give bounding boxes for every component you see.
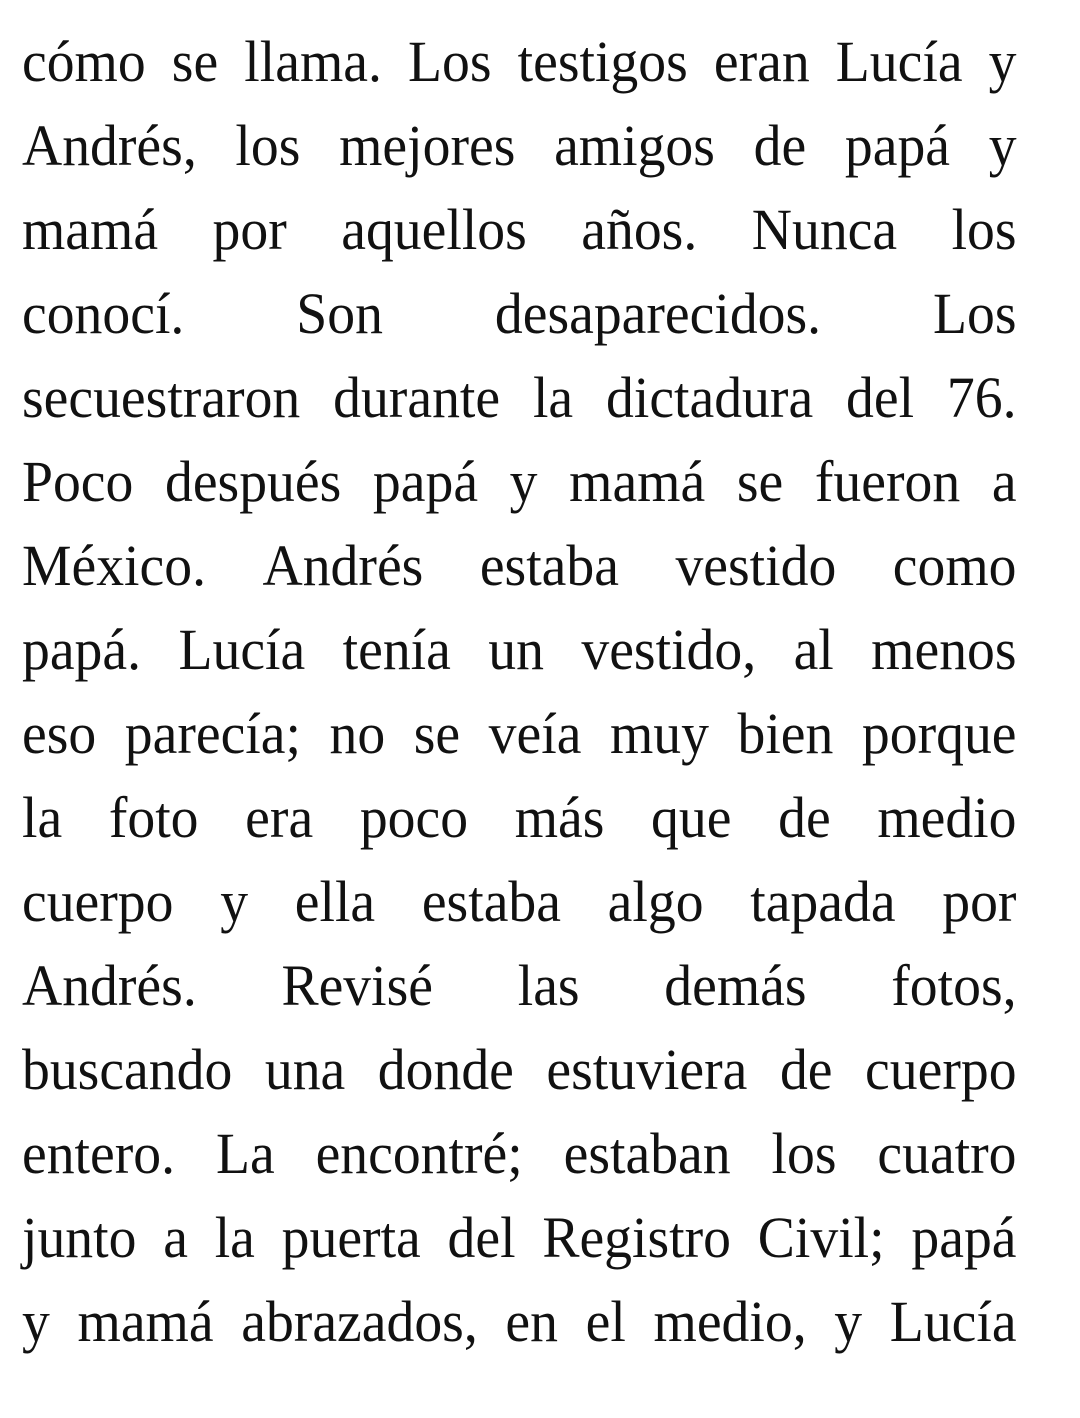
word: como xyxy=(892,533,1017,598)
word: tapada xyxy=(750,869,896,934)
word: Registro xyxy=(542,1205,732,1270)
word: algo xyxy=(607,869,704,934)
text-line xyxy=(22,608,1017,692)
word: papá xyxy=(911,1205,1017,1270)
word: mamá xyxy=(22,197,159,262)
word: años. xyxy=(581,197,698,262)
word: y xyxy=(22,1289,50,1354)
word: Nunca xyxy=(751,197,898,262)
word: demás xyxy=(664,953,807,1018)
word: Andrés xyxy=(262,533,424,598)
word: estaban xyxy=(563,1121,731,1186)
word: se xyxy=(736,449,784,514)
word: a xyxy=(163,1205,188,1270)
word: Son xyxy=(296,281,383,346)
word: dictadura xyxy=(606,365,814,430)
word: vestido, xyxy=(581,617,757,682)
word: secuestraron xyxy=(22,365,301,430)
word: los xyxy=(771,1121,837,1186)
word: que xyxy=(651,785,732,850)
word: los xyxy=(951,197,1017,262)
text-line xyxy=(22,188,1017,272)
word: Civil; xyxy=(757,1205,885,1270)
word: puerta xyxy=(281,1205,421,1270)
word: era xyxy=(245,785,314,850)
word: Andrés. xyxy=(22,953,197,1018)
word: poco xyxy=(359,785,469,850)
text-line xyxy=(22,20,1017,104)
word: 76. xyxy=(946,365,1017,430)
text-line xyxy=(22,692,1017,776)
word: porque xyxy=(861,701,1017,766)
word: del xyxy=(447,1205,516,1270)
word: cuatro xyxy=(877,1121,1017,1186)
word: encontré; xyxy=(315,1121,523,1186)
text-line xyxy=(22,776,1017,860)
word: testigos xyxy=(517,29,688,94)
word: por xyxy=(212,197,287,262)
word: Lucía xyxy=(835,29,963,94)
word: y xyxy=(988,29,1017,94)
text-line xyxy=(22,860,1017,944)
text-line xyxy=(22,1028,1017,1112)
word: una xyxy=(264,1037,346,1102)
word: estaba xyxy=(421,869,561,934)
word: por xyxy=(942,869,1017,934)
word: cuerpo xyxy=(22,869,174,934)
word: La xyxy=(215,1121,275,1186)
word: mamá xyxy=(569,449,706,514)
word: las xyxy=(517,953,580,1018)
word: junto xyxy=(22,1205,137,1270)
word: aquellos xyxy=(341,197,527,262)
text-line xyxy=(22,356,1017,440)
word: a xyxy=(991,449,1017,514)
word: abrazados, xyxy=(241,1289,478,1354)
text-line xyxy=(22,104,1017,188)
word: de xyxy=(778,785,831,850)
text-line xyxy=(22,524,1017,608)
word: la xyxy=(22,785,63,850)
word: de xyxy=(779,1037,833,1102)
document-page xyxy=(22,0,1058,1418)
word: eran xyxy=(713,29,810,94)
word: eso xyxy=(22,701,97,766)
word: en xyxy=(505,1289,558,1354)
word: amigos xyxy=(554,113,715,178)
word: veía xyxy=(488,701,582,766)
word: menos xyxy=(871,617,1017,682)
word: la xyxy=(532,365,574,430)
text-line xyxy=(22,944,1017,1028)
word: bien xyxy=(737,701,834,766)
word: después xyxy=(164,449,342,514)
word: Lucía xyxy=(178,617,306,682)
text-line xyxy=(22,1280,1017,1364)
word: donde xyxy=(377,1037,514,1102)
text-line xyxy=(22,440,1017,524)
word: medio, xyxy=(653,1289,807,1354)
word: papá. xyxy=(22,617,142,682)
word: y xyxy=(988,113,1017,178)
word: del xyxy=(846,365,915,430)
word: muy xyxy=(609,701,709,766)
word: foto xyxy=(108,785,199,850)
word: al xyxy=(793,617,834,682)
word: fotos, xyxy=(891,953,1017,1018)
word: estuviera xyxy=(546,1037,748,1102)
text-line xyxy=(22,1112,1017,1196)
word: llama. xyxy=(244,29,382,94)
word: durante xyxy=(333,365,501,430)
word: conocí. xyxy=(22,281,185,346)
word: medio xyxy=(877,785,1017,850)
word: y xyxy=(220,869,249,934)
word: se xyxy=(413,701,461,766)
text-line xyxy=(22,1196,1017,1280)
word: desaparecidos. xyxy=(494,281,822,346)
word: ella xyxy=(294,869,376,934)
word: cuerpo xyxy=(865,1037,1017,1102)
word: papá xyxy=(372,449,479,514)
word: Los xyxy=(933,281,1017,346)
word: un xyxy=(488,617,544,682)
word: parecía; xyxy=(124,701,301,766)
word: Lucía xyxy=(889,1289,1017,1354)
word: la xyxy=(214,1205,255,1270)
word: fueron xyxy=(814,449,961,514)
word: Los xyxy=(408,29,492,94)
word: de xyxy=(753,113,807,178)
text-line xyxy=(22,272,1017,356)
word: se xyxy=(171,29,219,94)
word: Andrés, xyxy=(22,113,197,178)
word: cómo xyxy=(22,29,146,94)
word: papá xyxy=(844,113,951,178)
word: no xyxy=(329,701,386,766)
word: el xyxy=(585,1289,626,1354)
word: tenía xyxy=(342,617,451,682)
word: México. xyxy=(22,533,207,598)
word: más xyxy=(514,785,605,850)
word: entero. xyxy=(22,1121,176,1186)
word: Revisé xyxy=(281,953,433,1018)
word: buscando xyxy=(22,1037,233,1102)
word: mejores xyxy=(339,113,516,178)
word: mamá xyxy=(77,1289,214,1354)
word: vestido xyxy=(675,533,837,598)
word: los xyxy=(235,113,301,178)
word: y xyxy=(509,449,538,514)
word: estaba xyxy=(479,533,619,598)
word: Poco xyxy=(22,449,134,514)
word: y xyxy=(834,1289,863,1354)
